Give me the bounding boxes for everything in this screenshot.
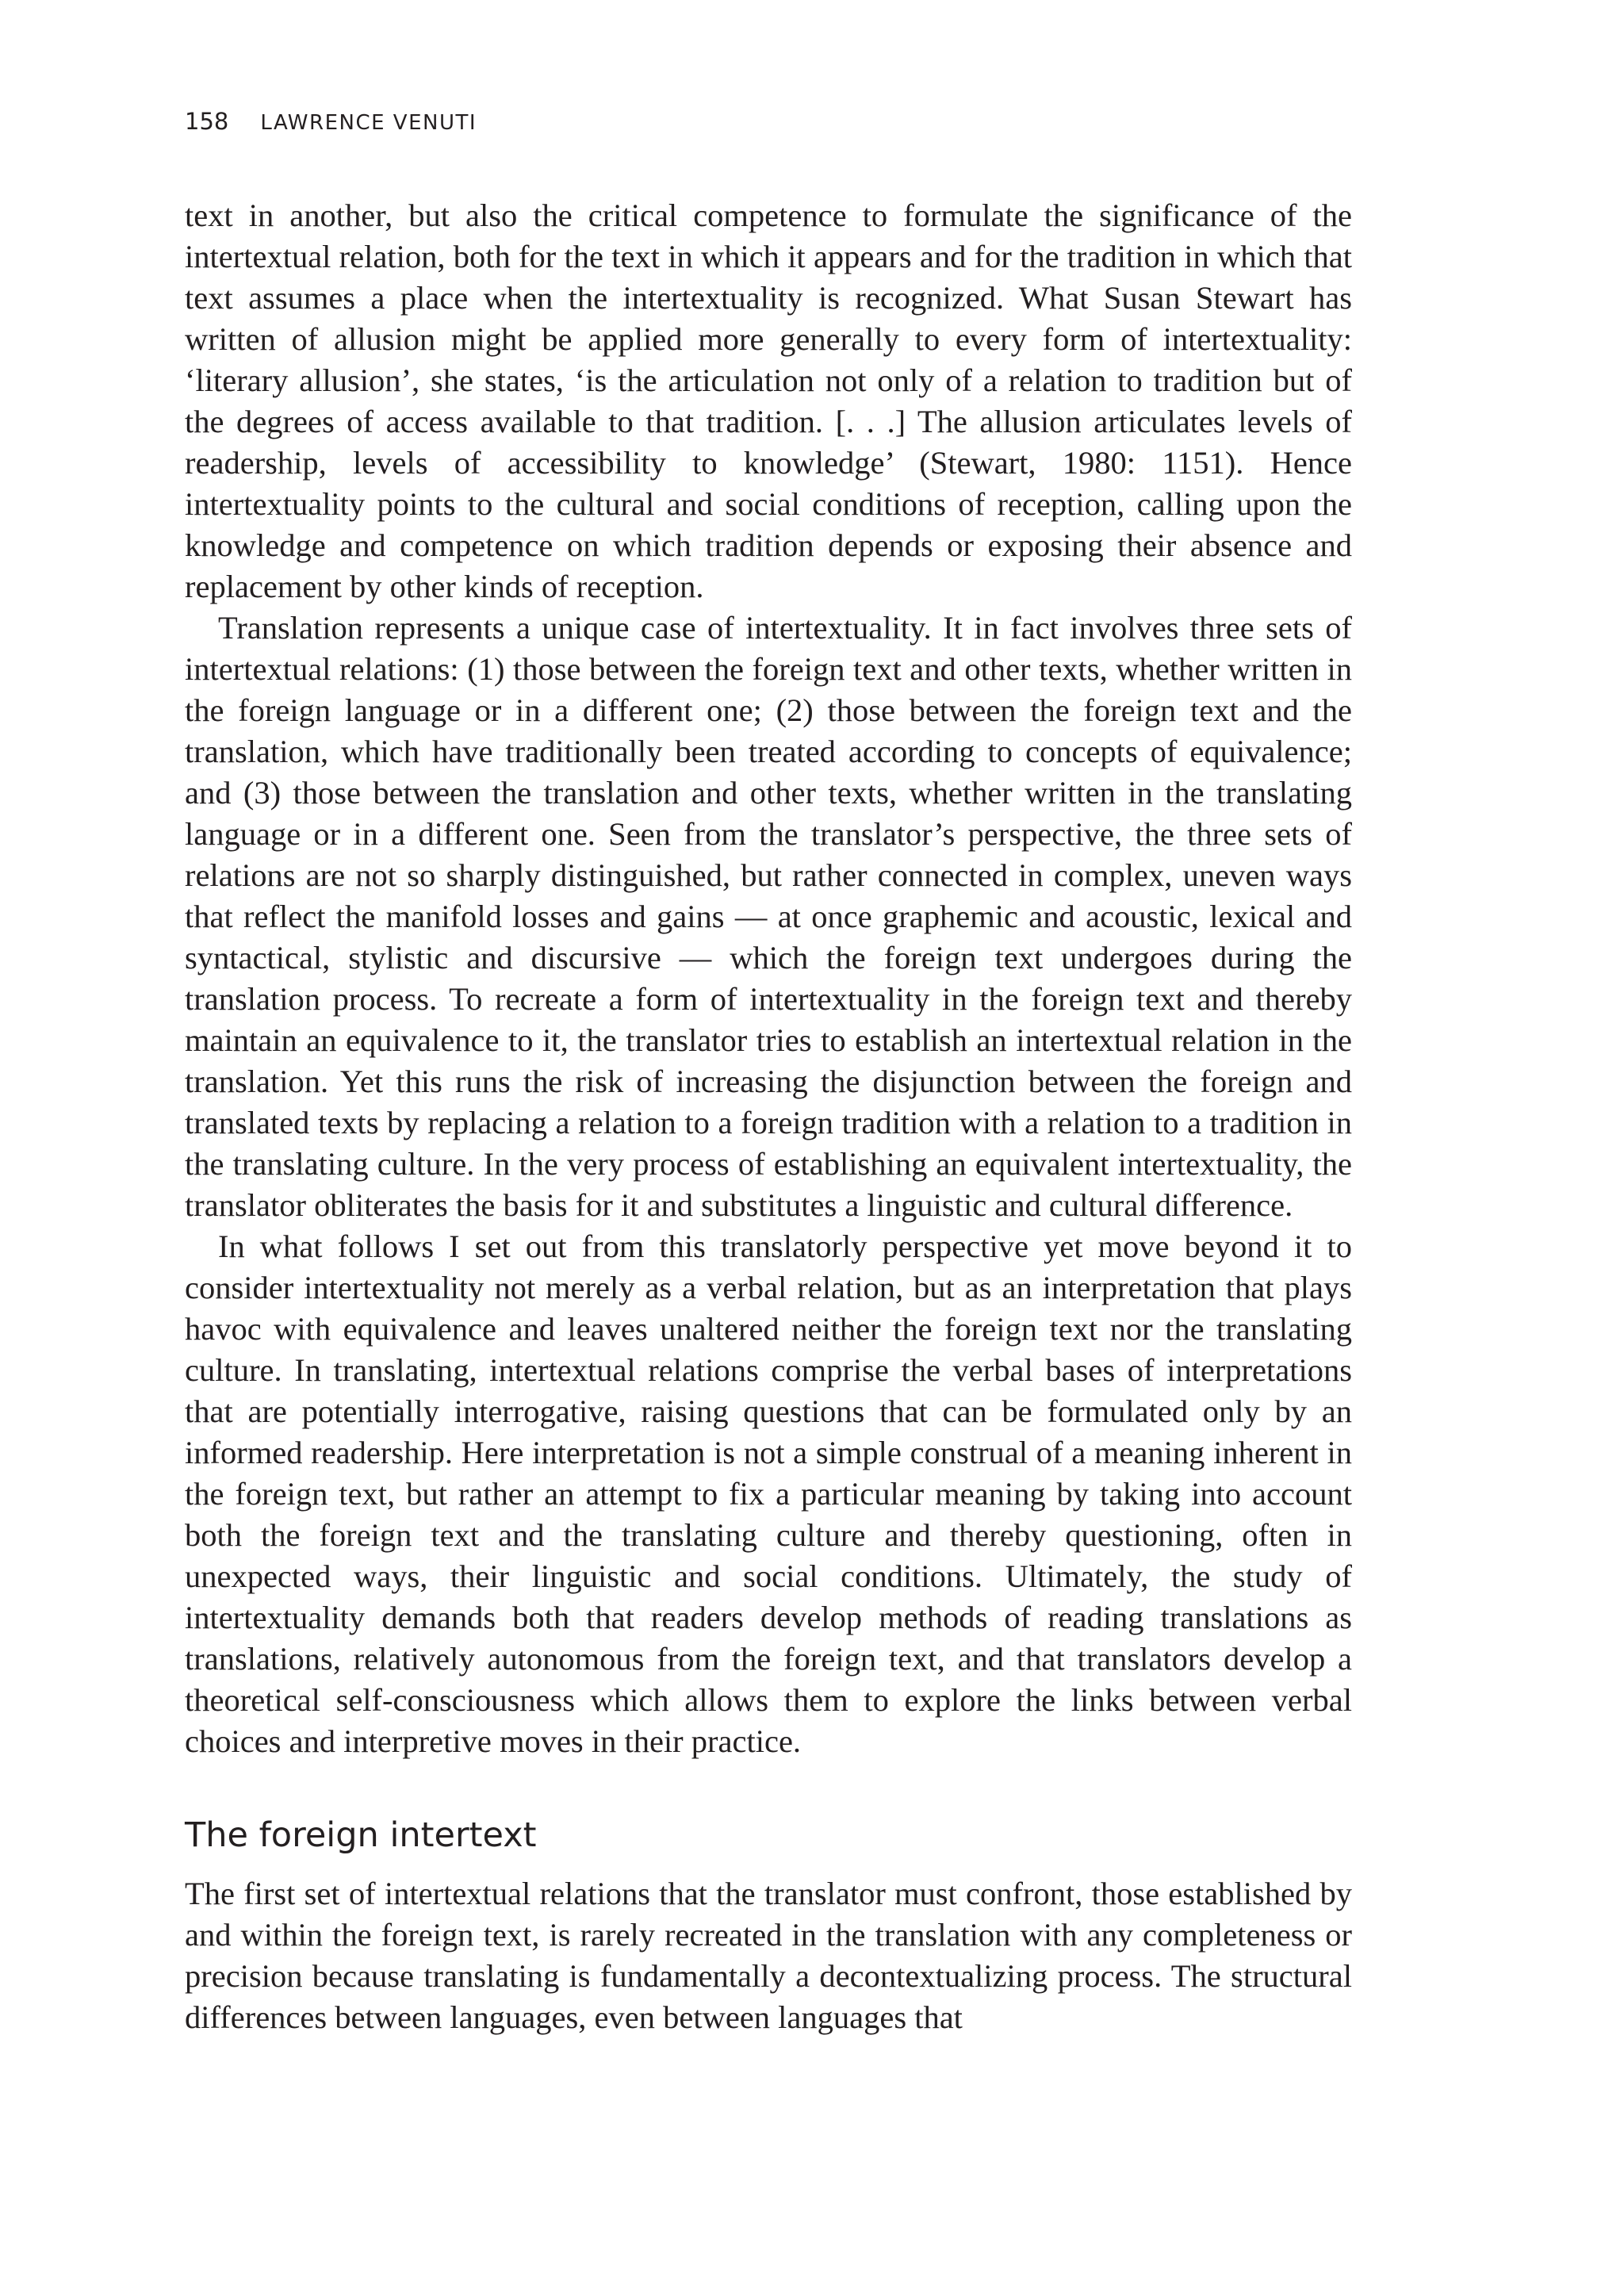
paragraph-continued: text in another, but also the critical competence to formulate the significance of the intertextual relation, both for the text in which it appears and for the tradition in which that text assumes a place when the intertextuality is recognized. What Susan Stewart has written of allusion might be applied more generally to every form of intertextuality: ‘literary allusion’, she states, ‘is the articulation not only of a relation to tradition but of the degrees of access available to that tradition. [. . .] The allusion articulates levels of readership, levels of accessibility to knowledge’ (Stewart, 1980: 1151). Hence intertextuality points to the cultural and social conditions of reception, calling upon the knowledge and competence on which tradition depends or exposing their absence and replacement by other kinds of reception. xyxy=(185,197,1352,604)
running-head-author: LAWRENCE VENUTI xyxy=(260,111,477,135)
paragraph-foreign-intertext: The first set of intertextual relations that the translator must confront, those established by and within the foreign text, is rarely recreated in the translation with any completeness or precision because translating is fundamentally a decontextualizing process. The structural differences between languages, even between languages that xyxy=(185,1876,1352,2035)
paragraph-translation-intertextuality: Translation represents a unique case of intertextuality. It in fact involves three sets of intertextual relations: (1) those between the foreign text and other texts, whether written in the foreign language or in a different one; (2) those between the foreign text and the translation, which have traditionally been treated according to concepts of equivalence; and (3) those between the translation and other texts, whether written in the translating language or in a different one. Seen from the translator’s perspective, the three sets of relations are not so sharply distinguished, but rather connected in complex, uneven ways that reflect the manifold losses and gains — at once graphemic and acoustic, lexical and syntactical, stylistic and discursive — which the foreign text undergoes during the translation process. To recreate a form of intertextuality in the foreign text and thereby maintain an equivalence to it, the translator tries to establish an intertextual relation in the translation. Yet this runs the risk of increasing the disjunction between the foreign and translated texts by replacing a relation to a foreign tradition with a relation to a tradition in the translating culture. In the very process of establishing an equivalent intertextuality, the translator obliterates the basis for it and substitutes a linguistic and cultural difference. xyxy=(185,610,1352,1223)
page-number: 158 xyxy=(185,108,229,135)
paragraph-translatorly-perspective: In what follows I set out from this translatorly perspective yet move beyond it to consider intertextuality not merely as a verbal relation, but as an interpretation that plays havoc with equivalence and leaves unaltered neither the foreign text nor the translating culture. In translating, intertextual relations comprise the verbal bases of interpretations that are potentially interrogative, raising questions that can be formulated only by an informed readership. Here interpretation is not a simple construal of a meaning inherent in the foreign text, but rather an attempt to fix a particular meaning by taking into account both the foreign text and the translating culture and thereby questioning, often in unexpected ways, their linguistic and social conditions. Ultimately, the study of intertextuality demands both that readers develop methods of reading translations as translations, relatively autonomous from the foreign text, and that translators develop a theoretical self-consciousness which allows them to explore the links between verbal choices and interpretive moves in their practice. xyxy=(185,1228,1352,1759)
body-text xyxy=(185,195,1352,2038)
running-head xyxy=(185,105,477,139)
section-heading: The foreign intertext xyxy=(185,1815,537,1855)
